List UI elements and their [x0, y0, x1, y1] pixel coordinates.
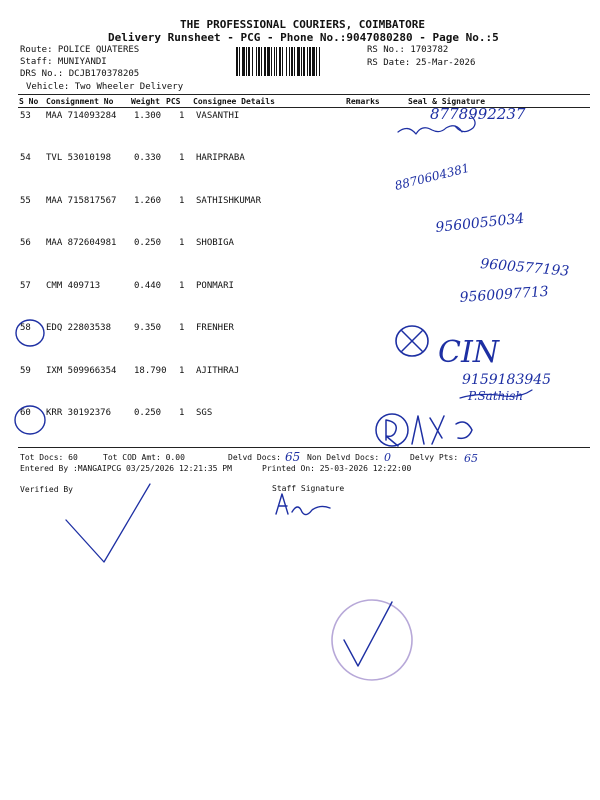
- staff-label: Staff: MUNIYANDI: [20, 57, 107, 67]
- rs-number: RS No.: 1703782: [367, 45, 449, 55]
- col-consignee-details: Consignee Details: [193, 97, 275, 106]
- verified-tick: [66, 484, 150, 562]
- row-consignment: CMM 409713: [46, 281, 101, 291]
- row-pcs: 1: [179, 196, 185, 206]
- seal-tick: [344, 602, 392, 666]
- row-consignee: PONMARI: [196, 281, 234, 291]
- signature-scribble: [398, 126, 462, 134]
- row-pcs: 1: [179, 238, 185, 248]
- staff-signature: [292, 506, 330, 514]
- row-consignment: EDQ 22803538: [46, 323, 112, 333]
- row-consignment: KRR 30192376: [46, 408, 112, 418]
- signature-scribble: [456, 422, 472, 438]
- row-sno: 53: [20, 111, 31, 121]
- row-consignee: SATHISHKUMAR: [196, 196, 262, 206]
- total-docs: Tot Docs: 60: [20, 453, 78, 462]
- non-delivered-count: 0: [384, 451, 391, 464]
- handwritten-name: P.Sathish: [468, 389, 524, 403]
- col-consignment-no: Consignment No: [46, 97, 114, 106]
- row-consignee: HARIPRABA: [196, 153, 245, 163]
- row-sno: 59: [20, 366, 31, 376]
- row-weight: 0.250: [134, 238, 162, 248]
- handwritten-phone: 8778992237: [430, 105, 526, 123]
- printed-on: Printed On: 25-03-2026 12:22:00: [262, 464, 412, 473]
- signature-scribble: [412, 416, 444, 444]
- delivery-points-label: Delvy Pts:: [410, 453, 459, 462]
- col-weight: Weight: [131, 97, 160, 106]
- circle-mark: [15, 406, 45, 434]
- row-consignment: MAA 715817567: [46, 196, 117, 206]
- row-weight: 18.790: [134, 366, 167, 376]
- row-pcs: 1: [179, 408, 185, 418]
- row-consignee: SGS: [196, 408, 213, 418]
- row-sno: 60: [20, 408, 31, 418]
- delivered-docs-label: Delvd Docs:: [228, 453, 281, 462]
- row-consignment: MAA 714093284: [46, 111, 117, 121]
- row-consignment: MAA 872604981: [46, 238, 117, 248]
- row-pcs: 1: [179, 111, 185, 121]
- handwritten-cin: CIN: [438, 335, 500, 370]
- row-consignee: VASANTHI: [196, 111, 240, 121]
- col-remarks: Remarks: [346, 97, 380, 106]
- runsheet-subtitle: Delivery Runsheet - PCG - Phone No.:9047080280 - Page No.:5: [108, 31, 499, 44]
- verified-by-label: Verified By: [20, 485, 73, 494]
- route-label: Route: POLICE QUATERES: [20, 45, 140, 55]
- drs-number: DRS No.: DCJB170378205: [20, 69, 140, 79]
- delivered-count: 65: [285, 450, 301, 464]
- col-seal-signature: Seal & Signature: [408, 97, 486, 106]
- row-pcs: 1: [179, 281, 185, 291]
- row-weight: 9.350: [134, 323, 162, 333]
- row-consignee: AJITHRAJ: [196, 366, 240, 376]
- circle-mark: [16, 320, 44, 346]
- company-title: THE PROFESSIONAL COURIERS, COIMBATORE: [180, 18, 426, 31]
- col-pcs: PCS: [166, 97, 181, 106]
- signature-scribble: [386, 420, 398, 446]
- row-pcs: 1: [179, 366, 185, 376]
- row-weight: 1.300: [134, 111, 162, 121]
- row-weight: 0.440: [134, 281, 162, 291]
- entered-by: Entered By :MANGAIPCG 03/25/2026 12:21:35 PM: [20, 464, 232, 473]
- delivery-points-count: 65: [464, 452, 478, 465]
- handwritten-phone: 9560055034: [434, 210, 526, 236]
- row-sno: 58: [20, 323, 31, 333]
- row-sno: 56: [20, 238, 31, 248]
- rs-date: RS Date: 25-Mar-2026: [367, 58, 476, 68]
- handwritten-phone: 8870604381: [393, 160, 471, 193]
- row-pcs: 1: [179, 323, 185, 333]
- non-delivered-docs-label: Non Delvd Docs:: [307, 453, 380, 462]
- vehicle-label: Vehicle: Two Wheeler Delivery: [26, 82, 184, 92]
- row-consignee: SHOBIGA: [196, 238, 234, 248]
- row-sno: 55: [20, 196, 31, 206]
- handwritten-phone: 9560097713: [459, 283, 550, 306]
- row-weight: 0.250: [134, 408, 162, 418]
- row-pcs: 1: [179, 153, 185, 163]
- row-consignment: IXM 509966354: [46, 366, 117, 376]
- row-weight: 0.330: [134, 153, 162, 163]
- row-sno: 54: [20, 153, 31, 163]
- row-weight: 1.260: [134, 196, 162, 206]
- staff-signature-label: Staff Signature: [272, 484, 345, 493]
- staff-signature: [276, 494, 288, 514]
- row-consignment: TVL 53010198: [46, 153, 112, 163]
- col-sno: S No: [19, 97, 39, 106]
- total-cod-amount: Tot COD Amt: 0.00: [103, 453, 185, 462]
- handwritten-phone: 9600577193: [479, 256, 570, 280]
- row-consignee: FRENHER: [196, 323, 234, 333]
- row-sno: 57: [20, 281, 31, 291]
- handwritten-phone: 9159183945: [462, 372, 552, 388]
